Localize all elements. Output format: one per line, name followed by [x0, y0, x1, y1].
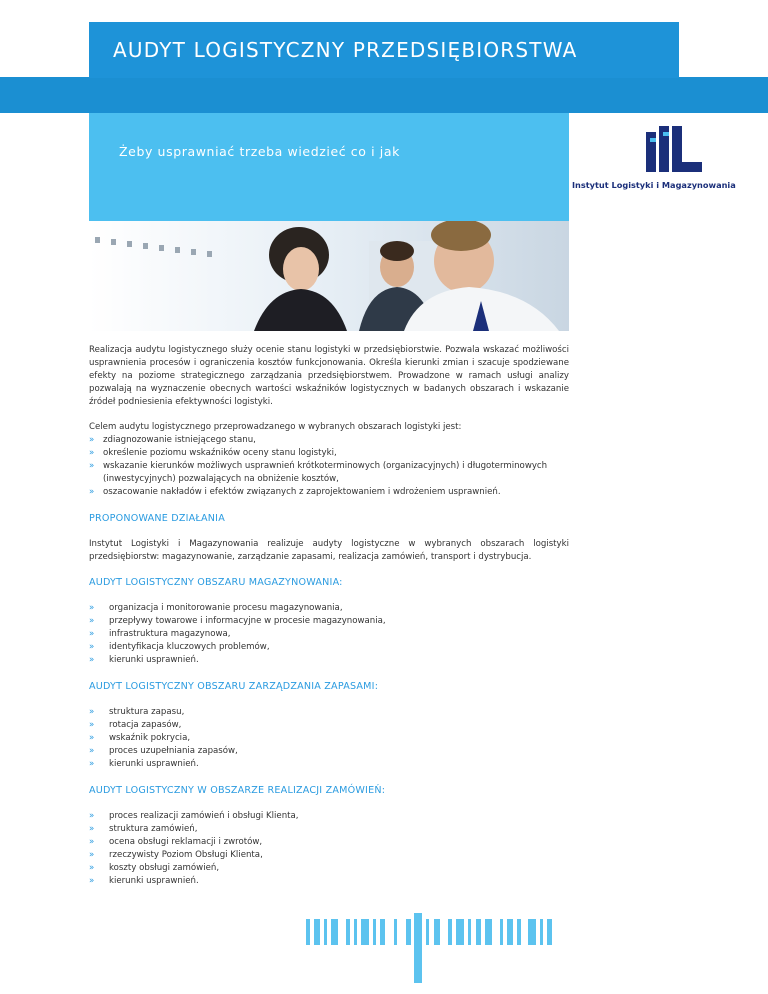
- page-title: AUDYT LOGISTYCZNY PRZEDSIĘBIORSTWA: [113, 38, 578, 62]
- list-item: » proces realizacji zamówień i obsługi Klienta,: [89, 811, 299, 821]
- list-item: » identyfikacja kluczowych problemów,: [89, 642, 270, 652]
- page-subtitle: Żeby usprawniać trzeba wiedzieć co i jak: [119, 144, 400, 159]
- list-item: » wskazanie kierunków możliwych usprawnień krótkoterminowych (organizacyjnych) i długoterminowych (inwestycyjnych) pozwalających na obniżenie kosztów,: [89, 461, 548, 484]
- header-photo: [89, 221, 569, 331]
- header-band-dark: [0, 77, 768, 113]
- list-item: » koszty obsługi zamówień,: [89, 863, 220, 873]
- list-item: » oszacowanie nakładów i efektów związanych z zaprojektowaniem i wdrożeniem usprawnień.: [89, 487, 501, 497]
- logo: [572, 126, 736, 190]
- list-item: » organizacja i monitorowanie procesu magazynowania,: [89, 603, 343, 613]
- section-heading-orders: AUDYT LOGISTYCZNY W OBSZARZE REALIZACJI ZAMÓWIEŃ:: [89, 785, 386, 796]
- content: [89, 344, 569, 901]
- list-item: » infrastruktura magazynowa,: [89, 629, 231, 639]
- title-box: [89, 22, 679, 78]
- list-item: » struktura zamówień,: [89, 824, 198, 834]
- inventory-list: [89, 706, 569, 771]
- logo-text: Instytut Logistyki i Magazynowania: [572, 180, 736, 190]
- list-item: » określenie poziomu wskaźników oceny stanu logistyki,: [89, 448, 337, 458]
- section-heading-proposed: PROPONOWANE DZIAŁANIA: [89, 513, 225, 524]
- list-item: » kierunki usprawnień.: [89, 759, 199, 769]
- goals-lead: Celem audytu logistycznego przeprowadzanego w wybranych obszarach logistyki jest:: [89, 422, 462, 432]
- list-item: » struktura zapasu,: [89, 707, 185, 717]
- list-item: » wskaźnik pokrycia,: [89, 733, 191, 743]
- intro-paragraph: Realizacja audytu logistycznego służy ocenie stanu logistyki w przedsiębiorstwie. Pozwala wskazać możliwości usprawnienia procesów i ograniczenia kosztów funkcjonowania. Określa kierunki zmian i szacuje spodziewane efekty na poziome strategicznego zarządzania przedsiębiorstwem. Prowadzone w ramach usługi analizy pozwalają na wyznaczenie obecnych wartości wskaźników logistycznych w badanych obszarach i wskazanie źródeł podniesienia efektywności logistyki.: [89, 345, 569, 407]
- section-heading-inventory: AUDYT LOGISTYCZNY OBSZARU ZARZĄDZANIA ZAPASAMI:: [89, 681, 379, 692]
- ilm-logo-icon: [646, 126, 704, 176]
- list-item: » kierunki usprawnień.: [89, 655, 199, 665]
- list-item: » kierunki usprawnień.: [89, 876, 199, 886]
- goals-list: [89, 434, 569, 499]
- warehousing-list: [89, 602, 569, 667]
- list-item: » przepływy towarowe i informacyjne w procesie magazynowania,: [89, 616, 386, 626]
- list-item: » rotacja zapasów,: [89, 720, 182, 730]
- header-band-light: [89, 113, 569, 221]
- section-heading-warehousing: AUDYT LOGISTYCZNY OBSZARU MAGAZYNOWANIA:: [89, 577, 343, 588]
- list-item: » zdiagnozowanie istniejącego stanu,: [89, 435, 256, 445]
- orders-list: [89, 810, 569, 888]
- list-item: » proces uzupełniania zapasów,: [89, 746, 238, 756]
- list-item: » ocena obsługi reklamacji i zwrotów,: [89, 837, 263, 847]
- section-text-proposed: Instytut Logistyki i Magazynowania realizuje audyty logistyczne w wybranych obszarach logistyki przedsiębiorstw: magazynowanie, zarządzanie zapasami, realizacja zamówień, transport i dystrybucja.: [89, 539, 569, 562]
- list-item: » rzeczywisty Poziom Obsługi Klienta,: [89, 850, 263, 860]
- decorative-barcode: [306, 913, 562, 983]
